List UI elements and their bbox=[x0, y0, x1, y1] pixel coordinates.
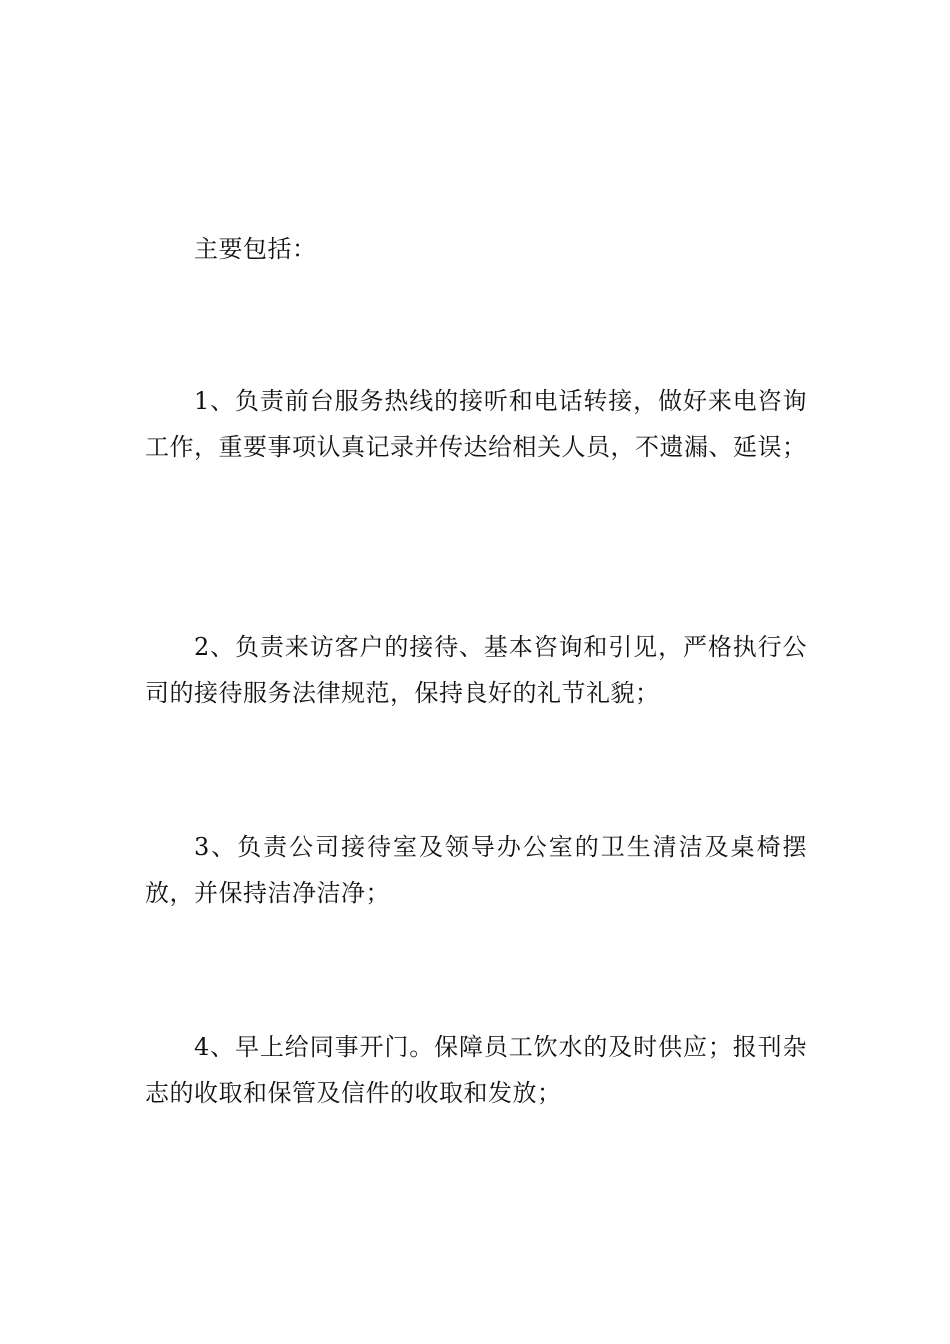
duty-item-3: 3、负责公司接待室及领导办公室的卫生清洁及桌椅摆放，并保持洁净洁净； bbox=[145, 833, 807, 907]
duty-item-2: 2、负责来访客户的接待、基本咨询和引见，严格执行公司的接待服务法律规范，保持良好的礼节礼貌； bbox=[145, 633, 807, 707]
duty-item-4: 4、早上给同事开门。保障员工饮水的及时供应；报刊杂志的收取和保管及信件的收取和发放； bbox=[145, 1033, 807, 1107]
intro-paragraph: 主要包括： bbox=[194, 235, 317, 263]
duty-item-1: 1、负责前台服务热线的接听和电话转接，做好来电咨询工作，重要事项认真记录并传达给相关人员，不遗漏、延误； bbox=[145, 387, 807, 461]
